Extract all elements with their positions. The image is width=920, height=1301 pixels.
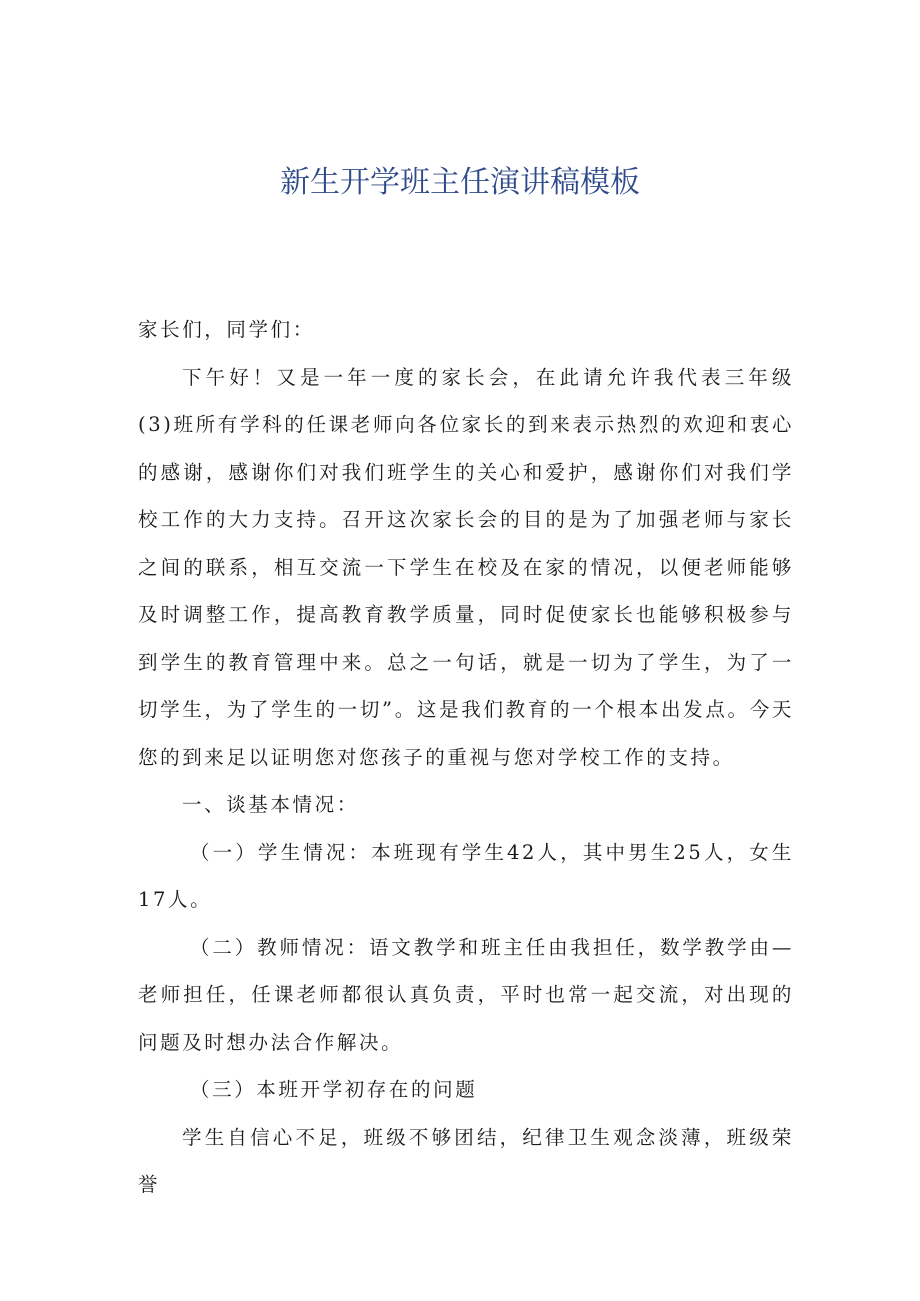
section-heading-basic-info: 一、谈基本情况：	[182, 793, 359, 816]
document-title: 新生开学班主任演讲稿模板	[280, 165, 640, 200]
paragraph-student-info: （一）学生情况：本班现有学生42人，其中男生25人，女生17人。	[138, 840, 794, 911]
paragraph-problems-heading: （三）本班开学初存在的问题	[190, 1078, 478, 1101]
document-body	[138, 306, 794, 1209]
paragraph-teacher-info: （二）教师情况：语文教学和班主任由我担任，数学教学由—老师担任，任课老师都很认真负责，平时也常一起交流，对出现的问题及时想办法合作解决。	[138, 935, 794, 1054]
paragraph-problems: 学生自信心不足，班级不够团结，纪律卫生观念淡薄，班级荣誉	[138, 1125, 794, 1196]
paragraph-greeting: 下午好！又是一年一度的家长会，在此请允许我代表三年级 (3)班所有学科的任课老师向各位家长的到来表示热烈的欢迎和衷心的感谢，感谢你们对我们班学生的关心和爱护，感谢你们对我们学校工作的大力支持。召开这次家长会的目的是为了加强老师与家长之间的联系，相互交流一下学生在校及在家的情况，以便老师能够及时调整工作，提高教育教学质量，同时促使家长也能够积极参与到学生的教育管理中来。总之一句话，就是一切为了学生，为了一切学生，为了学生的一切”。这是我们教育的一个根本出发点。今天您的到来足以证明您对您孩子的重视与您对学校工作的支持。	[138, 365, 794, 769]
salutation: 家长们，同学们：	[138, 318, 315, 341]
